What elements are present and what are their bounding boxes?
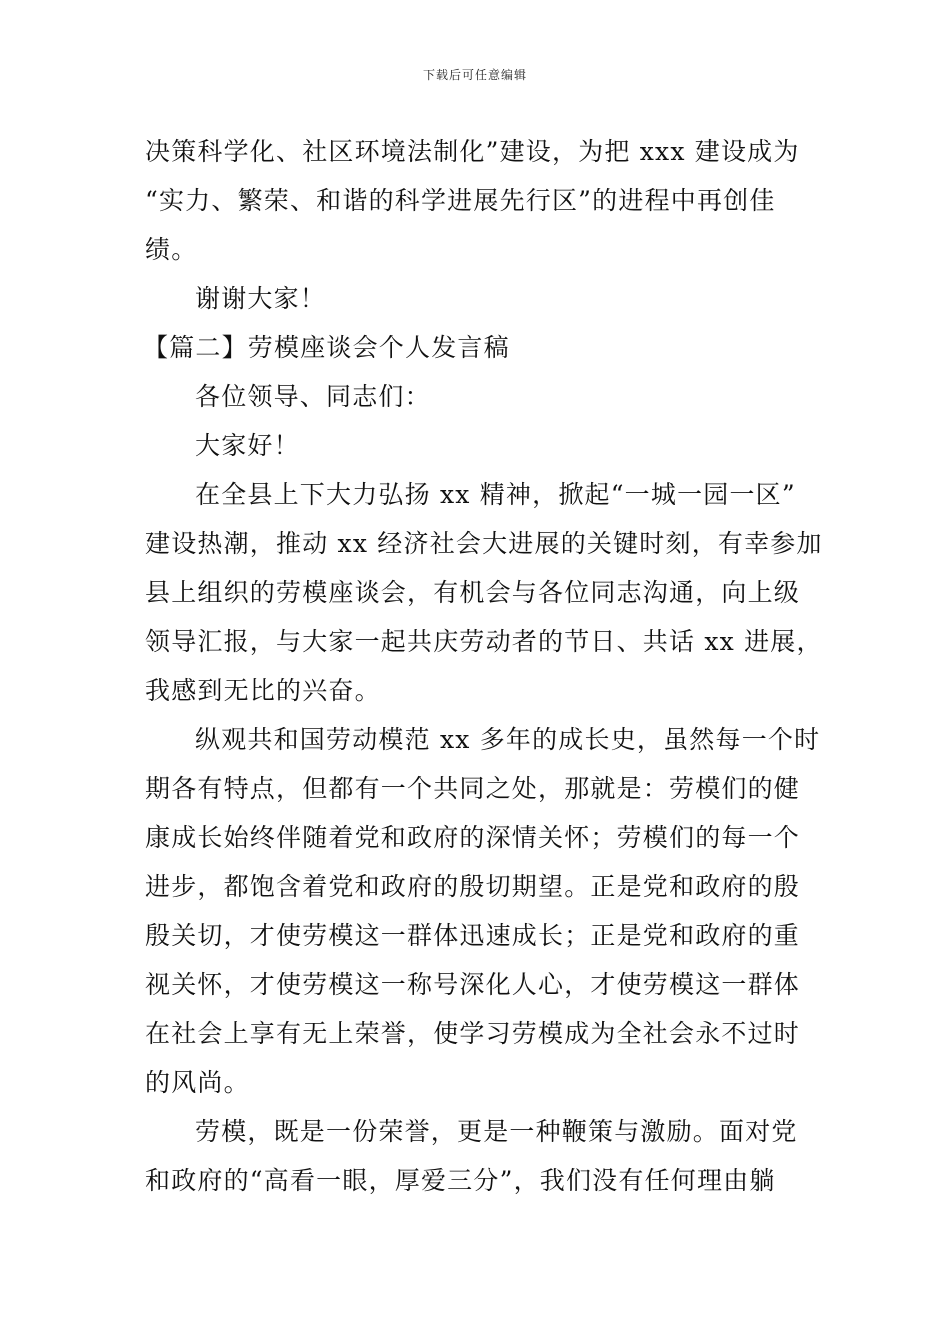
text-line: 康成长始终伴随着党和政府的深情关怀；劳模们的每一个 [145, 823, 801, 852]
text-line: 建设热潮，推动 xx 经济社会大进展的关键时刻，有幸参加 [145, 529, 823, 558]
text-line: 进步，都饱含着党和政府的殷切期望。正是党和政府的殷 [145, 872, 801, 901]
text-line: 视关怀，才使劳模这一称号深化人心，才使劳模这一群体 [145, 970, 801, 999]
closing-thanks: 谢谢大家！ [195, 284, 327, 313]
text-line: 在全县上下大力弘扬 xx 精神，掀起“一城一园一区” [195, 480, 796, 509]
text-line: 纵观共和国劳动模范 xx 多年的成长史，虽然每一个时 [195, 725, 821, 754]
text-line: 绩。 [145, 235, 198, 264]
text-line: 我感到无比的兴奋。 [145, 676, 381, 705]
text-line: 决策科学化、社区环境法制化”建设，为把 xxx 建设成为 [145, 137, 800, 166]
text-line: 期各有特点，但都有一个共同之处，那就是：劳模们的健 [145, 774, 801, 803]
text-line: 和政府的“高看一眼，厚爱三分”，我们没有任何理由躺 [145, 1166, 776, 1195]
greeting: 大家好！ [195, 431, 300, 460]
text-line: 领导汇报，与大家一起共庆劳动者的节日、共话 xx 进展， [145, 627, 823, 656]
salutation: 各位领导、同志们： [195, 382, 431, 411]
page-header-note: 下载后可任意编辑 [422, 68, 527, 82]
section-heading: 【篇二】劳模座谈会个人发言稿 [143, 333, 510, 362]
text-line: 的风尚。 [145, 1068, 250, 1097]
document-body [143, 127, 823, 1205]
text-line: 殷关切，才使劳模这一群体迅速成长；正是党和政府的重 [145, 921, 801, 950]
text-line: 劳模，既是一份荣誉，更是一种鞭策与激励。面对党 [195, 1117, 798, 1146]
text-line: 在社会上享有无上荣誉，使学习劳模成为全社会永不过时 [145, 1019, 801, 1048]
text-line: 县上组织的劳模座谈会，有机会与各位同志沟通，向上级 [145, 578, 801, 607]
text-line: “实力、繁荣、和谐的科学进展先行区”的进程中再创佳 [145, 186, 776, 215]
